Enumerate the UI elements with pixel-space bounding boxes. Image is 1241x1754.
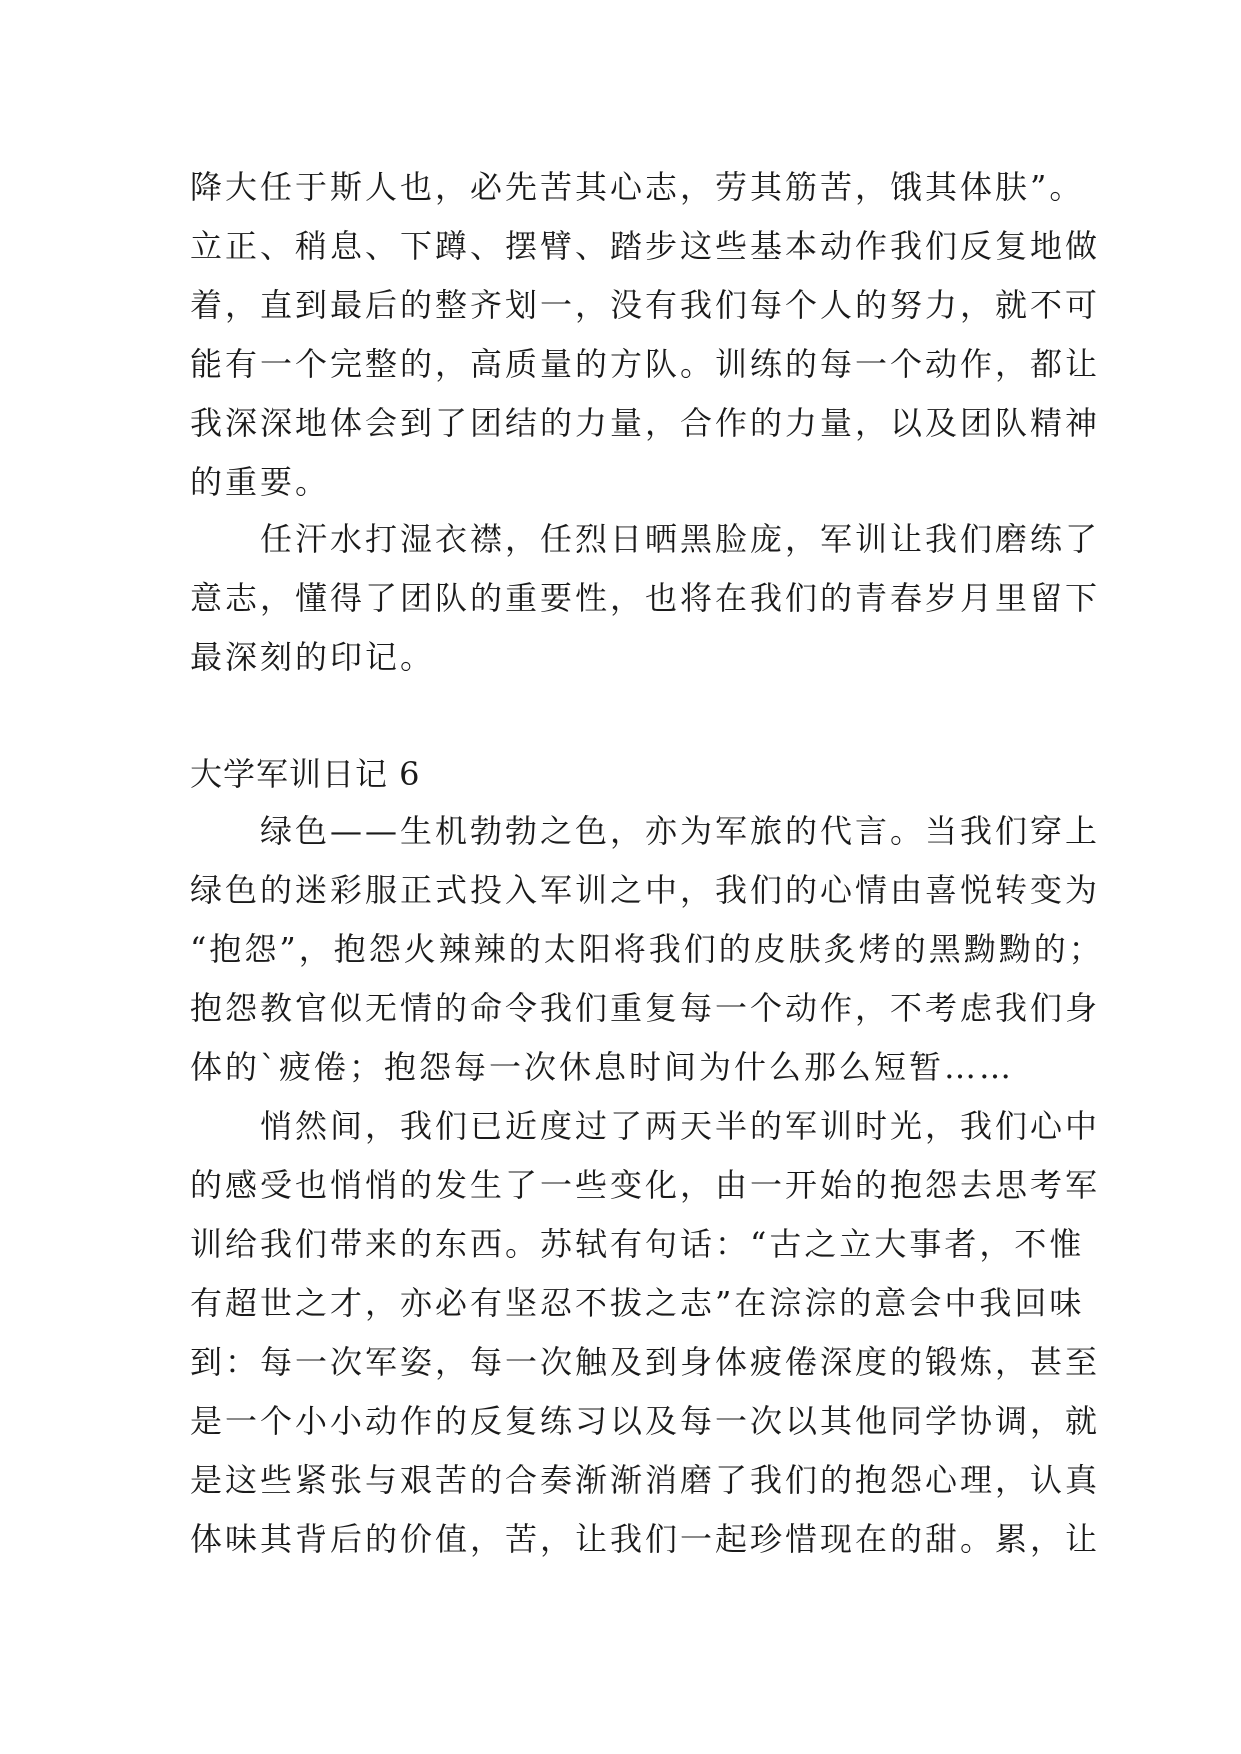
text-line: “抱怨”，抱怨火辣辣的太阳将我们的皮肤炙烤的黑黝黝的； — [190, 930, 1104, 968]
text-line: 体味其背后的价值，苦，让我们一起珍惜现在的甜。累，让 — [190, 1520, 1101, 1558]
text-line: 绿色的迷彩服正式投入军训之中，我们的心情由喜悦转变为 — [190, 871, 1101, 909]
paragraph-reflection — [190, 1097, 1101, 1569]
text-line: 训给我们带来的东西。苏轼有句话：“古之立大事者，不惟 — [190, 1225, 1085, 1263]
text-line: 的感受也悄悄的发生了一些变化，由一开始的抱怨去思考军 — [190, 1166, 1101, 1204]
text-line: 抱怨教官似无情的命令我们重复每一个动作，不考虑我们身 — [190, 989, 1101, 1027]
text-line: 是一个小小动作的反复练习以及每一次以其他同学协调，就 — [190, 1402, 1101, 1440]
section-body — [190, 802, 1104, 1569]
text-line: 降大任于斯人也，必先苦其心志，劳其筋苦，饿其体肤”。 — [190, 168, 1085, 206]
paragraph-sweat-and-sun — [190, 510, 1101, 687]
text-line: 意志，懂得了团队的重要性，也将在我们的青春岁月里留下 — [190, 579, 1101, 617]
text-line: 到：每一次军姿，每一次触及到身体疲倦深度的锻炼，甚至 — [190, 1343, 1101, 1381]
text-line: 立正、稍息、下蹲、摆臂、踏步这些基本动作我们反复地做 — [190, 227, 1101, 265]
text-line: 任汗水打湿衣襟，任烈日晒黑脸庞，军训让我们磨练了 — [260, 520, 1101, 558]
text-line: 能有一个完整的，高质量的方队。训练的每一个动作，都让 — [190, 345, 1101, 383]
text-line: 是这些紧张与艰苦的合奏渐渐消磨了我们的抱怨心理，认真 — [190, 1461, 1101, 1499]
paragraph-training-movements — [190, 158, 1101, 512]
text-line: 着，直到最后的整齐划一，没有我们每个人的努力，就不可 — [190, 286, 1101, 324]
text-line: 悄然间，我们已近度过了两天半的军训时光，我们心中 — [260, 1107, 1101, 1145]
text-line: 体的`疲倦；抱怨每一次休息时间为什么那么短暂…… — [190, 1048, 1015, 1086]
text-line: 的重要。 — [190, 463, 331, 501]
text-line: 最深刻的印记。 — [190, 638, 436, 676]
text-line: 有超世之才，亦必有坚忍不拔之志”在淙淙的意会中我回味 — [190, 1284, 1085, 1322]
paragraph-green-color — [190, 802, 1104, 1097]
section-heading — [190, 746, 1050, 802]
text-line: 我深深地体会到了团结的力量，合作的力量，以及团队精神 — [190, 404, 1101, 442]
text-line: 绿色——生机勃勃之色，亦为军旅的代言。当我们穿上 — [260, 812, 1101, 850]
diary-title: 大学军训日记 6 — [190, 755, 421, 793]
